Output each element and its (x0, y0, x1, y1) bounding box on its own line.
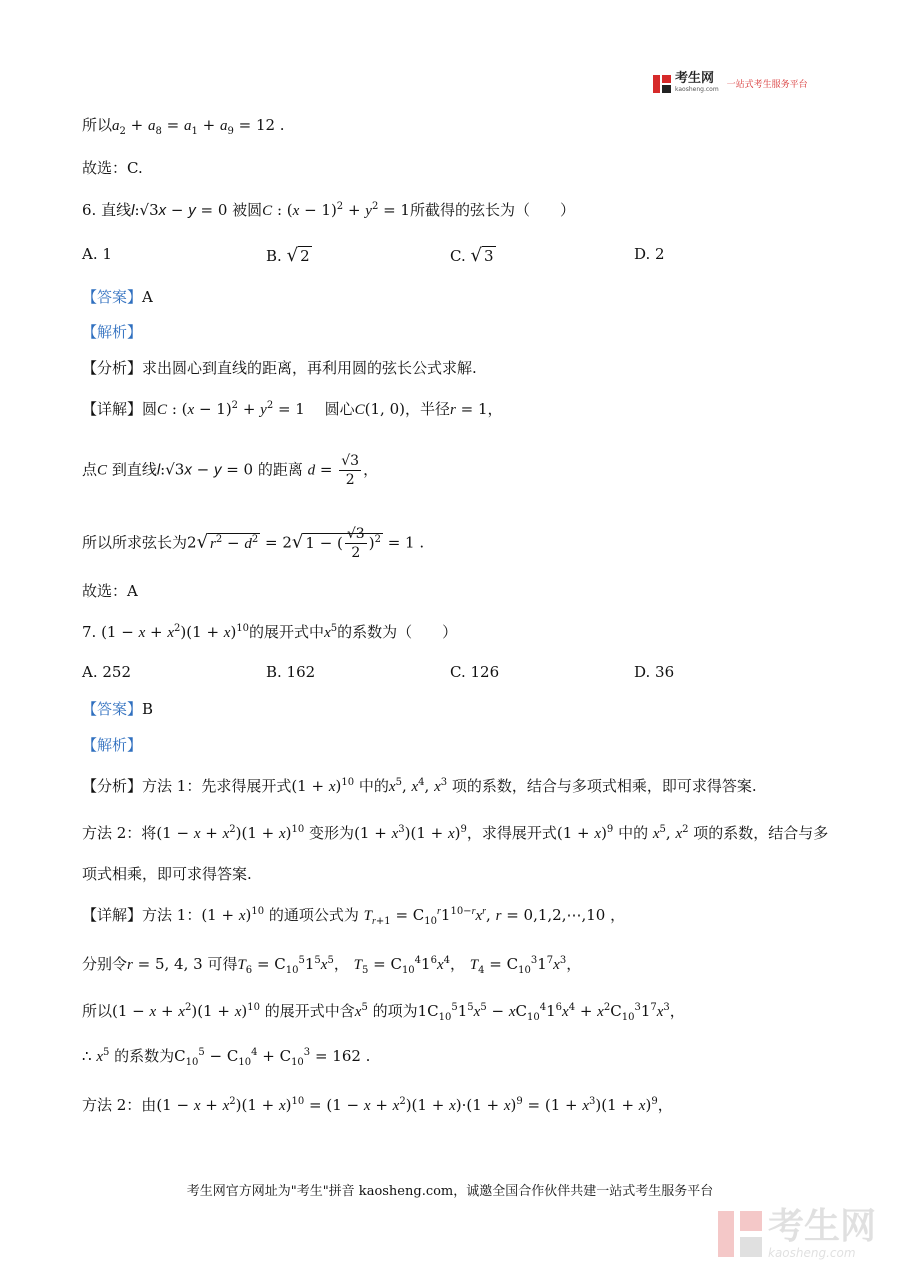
brand-slogan: 一站式考生服务平台 (726, 80, 808, 90)
brand-name: 考生网 (675, 71, 715, 86)
q7-fenxi-3: 项式相乘，即可求得答案. (82, 865, 252, 883)
watermark-logo (718, 1208, 876, 1260)
q6-stem: 6. 直线l:√3x − y = 0 被圆C : $(x - 1)^2 + y^2 = 1$所截得的弦长为（ ） (82, 201, 575, 219)
q7-detail-5: 方法 2：由$(1 - x + x^2)(1 + x)^{10} = (1 - x + x^2)(1 + x)\cdot(1 + x)^9 = (1 + x^3)(1 + x)^9$， (82, 1096, 673, 1114)
q7-option-c: C. 126 (450, 663, 500, 681)
q6-option-a: A. 1 (82, 245, 112, 263)
q7-analysis-tag: 【解析】 (82, 736, 143, 754)
q7-option-b: B. 162 (266, 663, 316, 681)
q6-fenxi: 【分析】求出圆心到直线的距离，再利用圆的弦长公式求解. (82, 359, 477, 377)
watermark-domain: kaosheng.com (768, 1246, 856, 1260)
q6-option-c: C. √ 3 (450, 245, 494, 266)
q7-stem: 7. $(1 - x + x^2)(1 + x)^{10}$的展开式中$x^5$的系数为（ ） (82, 623, 458, 641)
q7-detail-4: ∴ $x^5$ 的系数为$C_{10}^5 - C_{10}^4 + C_{10}^3 = 162$ . (82, 1047, 371, 1068)
q7-detail-3: 所以$(1 - x + x^2)(1 + x)^{10}$ 的展开式中含$x^5$ 的项为$1C_{10}^51^5x^5 - xC_{10}^41^6x^4 + x^2C_{10}^31^7x^3$， (82, 1002, 685, 1023)
q6-detail-2: 点C 到直线l:√3x − y = 0 的距离 d = $\frac{√3}{2}$ ， (82, 453, 379, 488)
q7-detail-1: 【详解】方法 1：$(1 + x)^{10}$ 的通项公式为 $T_{r+1} = C_{10}^r1^{10-r}x^r$, r = 0,1,2,⋯,10 ， (82, 906, 626, 927)
q6-detail-3: 所以所求弦长为2√ $r^2 - d^2 = 2√$ 1 − ( $\frac{√3}{2}$ )$^2$ = 1 . (82, 526, 425, 561)
q6-detail-1: 【详解】圆C : $(x - 1)^2 + y^2 = 1$ 圆心C(1, 0)，半径r = 1， (82, 400, 503, 418)
q7-fenxi-1: 【分析】方法 1：先求得展开式$(1 + x)^{10}$ 中的$x^5$, $x^4$, $x^3$ 项的系数，结合与多项式相乘，即可求得答案. (82, 777, 757, 795)
q5-sum-line: 所以$a_2 + a_8 = a_1 + a_9 = 12$ . (82, 116, 285, 137)
page-footer: 考生网官方网址为"考生"拼音 kaosheng.com，诚邀全国合作伙伴共建一站式考生服务平台 (186, 1184, 714, 1199)
q7-answer: 【答案】B (82, 700, 154, 718)
q5-conclusion: 故选：C. (82, 159, 143, 177)
watermark-name: 考生网 (768, 1206, 877, 1247)
q6-conclusion: 故选：A (82, 582, 138, 600)
q6-option-d: D. 2 (634, 245, 665, 263)
q7-option-a: A. 252 (82, 663, 131, 681)
q7-option-d: D. 36 (634, 663, 675, 681)
q6-analysis-tag: 【解析】 (82, 323, 143, 341)
watermark-icon (718, 1211, 762, 1257)
q6-answer: 【答案】A (82, 288, 153, 306)
q7-detail-2: 分别令r = 5, 4, 3 可得$T_6 = C_{10}^51^5x^5$， $T_5 = C_{10}^41^6x^4$， $T_4 = C_{10}^31^7x^3$， (82, 955, 582, 976)
brand-logo (653, 72, 808, 95)
q7-fenxi-2: 方法 2：将$(1 - x + x^2)(1 + x)^{10}$ 变形为$(1 + x^3)(1 + x)^9$，求得展开式$(1 + x)^9$ 中的 $x^5$, $x^2$ 项的系数，结合与多 (82, 824, 829, 842)
q6-option-b: B. √ 2 (266, 245, 310, 266)
brand-domain: kaosheng.com (675, 86, 719, 93)
logo-icon (653, 75, 671, 93)
